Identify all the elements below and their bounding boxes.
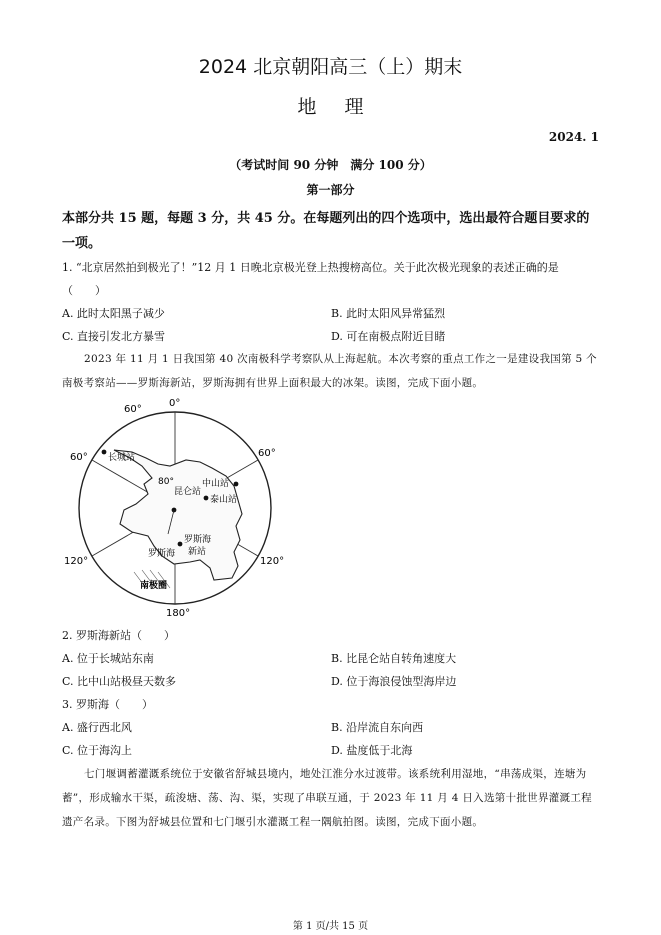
- exam-info: （考试时间 90 分钟 满分 100 分）: [229, 158, 432, 172]
- q1-stem: 1. “北京居然拍到极光了！”12 月 1 日晚北京极光登上热搜榜高位。关于此次极光现象的表述正确的是: [62, 261, 559, 274]
- q2-option-d: D. 位于海浪侵蚀型海岸边: [331, 675, 457, 688]
- ross-new-station-label-2: 新站: [188, 547, 207, 557]
- q1-option-b: B. 此时太阳风异常猛烈: [331, 307, 446, 320]
- q2-stem: 2. 罗斯海新站（ ）: [62, 629, 175, 642]
- q3-option-a: A. 盛行西北风: [62, 721, 132, 734]
- subject-title: 地理: [297, 96, 392, 118]
- q3-option-c: C. 位于海沟上: [62, 744, 133, 757]
- taishan-label: 泰山站: [210, 495, 238, 505]
- lon-120-e-label: 120°: [260, 556, 285, 567]
- changcheng-label: 长城站: [108, 453, 136, 463]
- q3-option-b: B. 沿岸流自东向西: [331, 721, 424, 734]
- ross-sea-label: 罗斯海: [148, 549, 176, 559]
- q2-option-c: C. 比中山站极昼天数多: [62, 675, 177, 688]
- lon-180-label: 180°: [166, 608, 191, 619]
- antarctica-outline: [114, 450, 242, 580]
- lat-80-label: 80°: [158, 477, 174, 487]
- zhongshan-label: 中山站: [202, 479, 230, 489]
- lon-60-top-label: 60°: [124, 404, 142, 415]
- q2-option-b: B. 比昆仑站自转角速度大: [331, 652, 457, 665]
- q1-option-c: C. 直接引发北方暴雪: [62, 330, 166, 343]
- lon-60-w-label: 60°: [70, 452, 88, 463]
- antarctica-map: [62, 392, 292, 624]
- exam-date: 2024. 1: [548, 130, 599, 144]
- ross-new-station-label-1: 罗斯海: [184, 535, 212, 545]
- q3-stem: 3. 罗斯海（ ）: [62, 698, 153, 711]
- lon-0-label: 0°: [169, 398, 181, 409]
- part-heading: 第一部分: [306, 183, 355, 197]
- instruction: 本部分共 15 题，每题 3 分，共 45 分。在每题列出的四个选项中，选出最符合题目要求的一项。: [62, 211, 590, 251]
- taishan-marker: [204, 496, 209, 501]
- lon-120-w-label: 120°: [64, 556, 89, 567]
- luosihai-new-marker: [178, 542, 183, 547]
- zhongshan-marker: [234, 482, 239, 487]
- kunlun-label: 昆仑站: [174, 487, 202, 497]
- passage-antarctic: 2023 年 11 月 1 日我国第 40 次南极科学考察队从上海起航。本次考察的重点工作之一是建设我国第 5 个南极考察站——罗斯海新站，罗斯海拥有世界上面积最大的冰架。读图，完成下面小题。: [62, 353, 597, 389]
- page-title: 2024 北京朝阳高三（上）期末: [198, 56, 463, 78]
- q3-option-d: D. 盐度低于北海: [331, 744, 413, 757]
- q1-option-a: A. 此时太阳黑子减少: [62, 307, 165, 320]
- passage-qimenyan: 七门堰调蓄灌溉系统位于安徽省舒城县境内，地处江淮分水过渡带。该系统利用湿地，“串荡成渠，连塘为蓄”，形成输水干渠，疏浚塘、荡、沟、渠，实现了串联互通，于 2023 年 11 月 4 日入选第十批世界灌溉工程遗产名录。下图为舒城县位置和七门堰引水灌溉工程一隅航拍图。读图，完成下面小题。: [62, 768, 592, 828]
- q2-option-a: A. 位于长城站东南: [62, 652, 154, 665]
- changcheng-marker: [102, 450, 107, 455]
- south-region-label: 南极圈: [140, 581, 168, 591]
- lon-60-e-label: 60°: [258, 448, 276, 459]
- q1-option-d: D. 可在南极点附近目睹: [331, 330, 446, 343]
- q1-blank: （ ）: [62, 284, 106, 297]
- page-footer: 第 1 页/共 15 页: [292, 921, 369, 932]
